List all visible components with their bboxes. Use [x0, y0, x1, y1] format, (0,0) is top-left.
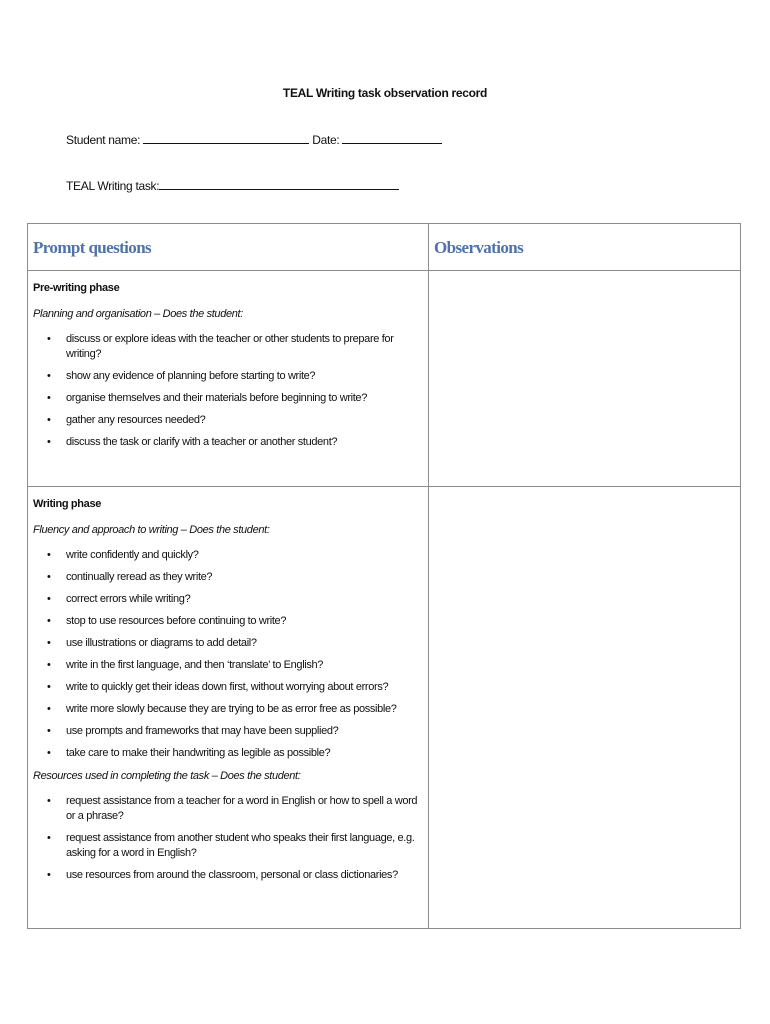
bullet-icon: • — [47, 370, 51, 382]
observations-header: Observations — [429, 224, 741, 271]
pre-writing-prompts-cell — [28, 271, 429, 487]
list-item: • correct errors while writing? — [47, 593, 191, 605]
list-item: • use illustrations or diagrams to add detail? — [47, 637, 257, 649]
date-label: Date: — [312, 133, 340, 147]
bullet-icon: • — [47, 703, 51, 715]
list-item: • stop to use resources before continuing to write? — [47, 615, 287, 627]
list-item: • request assistance from a teacher for a word in English or how to spell a word or a phrase? — [47, 795, 418, 822]
list-item: • take care to make their handwriting as legible as possible? — [47, 747, 331, 759]
writing-phase-title: Writing phase — [33, 498, 101, 510]
bullet-icon: • — [47, 414, 51, 426]
task-field[interactable] — [159, 179, 399, 190]
bullet-icon: • — [47, 869, 51, 881]
student-name-field[interactable] — [143, 133, 309, 144]
list-item: • organise themselves and their materials before beginning to write? — [47, 392, 367, 404]
bullet-icon: • — [47, 795, 51, 807]
bullet-icon: • — [47, 333, 51, 345]
bullet-icon: • — [47, 615, 51, 627]
list-item: • discuss or explore ideas with the teacher or other students to prepare for writing? — [47, 333, 394, 360]
planning-subheading: Planning and organisation – Does the student: — [33, 308, 243, 320]
pre-writing-phase-title: Pre-writing phase — [33, 282, 120, 294]
observation-table — [27, 223, 741, 929]
pre-writing-row — [28, 271, 741, 487]
table-header-row — [28, 224, 741, 271]
list-item: • request assistance from another student who speaks their first language, e.g. asking for a word in English? — [47, 832, 415, 859]
prompt-questions-header: Prompt questions — [28, 224, 429, 271]
document-title: TEAL Writing task observation record — [282, 86, 488, 100]
bullet-icon: • — [47, 392, 51, 404]
bullet-icon: • — [47, 593, 51, 605]
list-item: • use resources from around the classroom, personal or class dictionaries? — [47, 869, 398, 881]
resources-list — [33, 794, 422, 883]
bullet-icon: • — [47, 832, 51, 844]
fluency-subheading: Fluency and approach to writing – Does the student: — [33, 524, 270, 536]
resources-subheading: Resources used in completing the task – Does the student: — [33, 770, 301, 782]
list-item: • write confidently and quickly? — [47, 549, 199, 561]
writing-observations-cell[interactable] — [429, 487, 741, 929]
list-item: • continually reread as they write? — [47, 571, 213, 583]
list-item: • show any evidence of planning before starting to write? — [47, 370, 316, 382]
bullet-icon: • — [47, 637, 51, 649]
bullet-icon: • — [47, 549, 51, 561]
date-field[interactable] — [342, 133, 442, 144]
pre-writing-list — [33, 332, 422, 450]
bullet-icon: • — [47, 681, 51, 693]
bullet-icon: • — [47, 725, 51, 737]
list-item: • gather any resources needed? — [47, 414, 206, 426]
bullet-icon: • — [47, 571, 51, 583]
list-item: • write more slowly because they are trying to be as error free as possible? — [47, 703, 397, 715]
list-item: • discuss the task or clarify with a teacher or another student? — [47, 436, 338, 448]
pre-writing-observations-cell[interactable] — [429, 271, 741, 487]
list-item: • use prompts and frameworks that may have been supplied? — [47, 725, 339, 737]
student-info-line — [66, 133, 442, 147]
bullet-icon: • — [47, 659, 51, 671]
list-item: • write in the first language, and then ‘translate’ to English? — [47, 659, 324, 671]
writing-row — [28, 487, 741, 929]
task-label: TEAL Writing task: — [66, 179, 160, 193]
writing-prompts-cell — [28, 487, 429, 929]
list-item: • write to quickly get their ideas down first, without worrying about errors? — [47, 681, 389, 693]
bullet-icon: • — [47, 747, 51, 759]
task-info-line — [66, 179, 399, 193]
writing-list — [33, 548, 422, 761]
student-name-label: Student name: — [66, 133, 141, 147]
bullet-icon: • — [47, 436, 51, 448]
